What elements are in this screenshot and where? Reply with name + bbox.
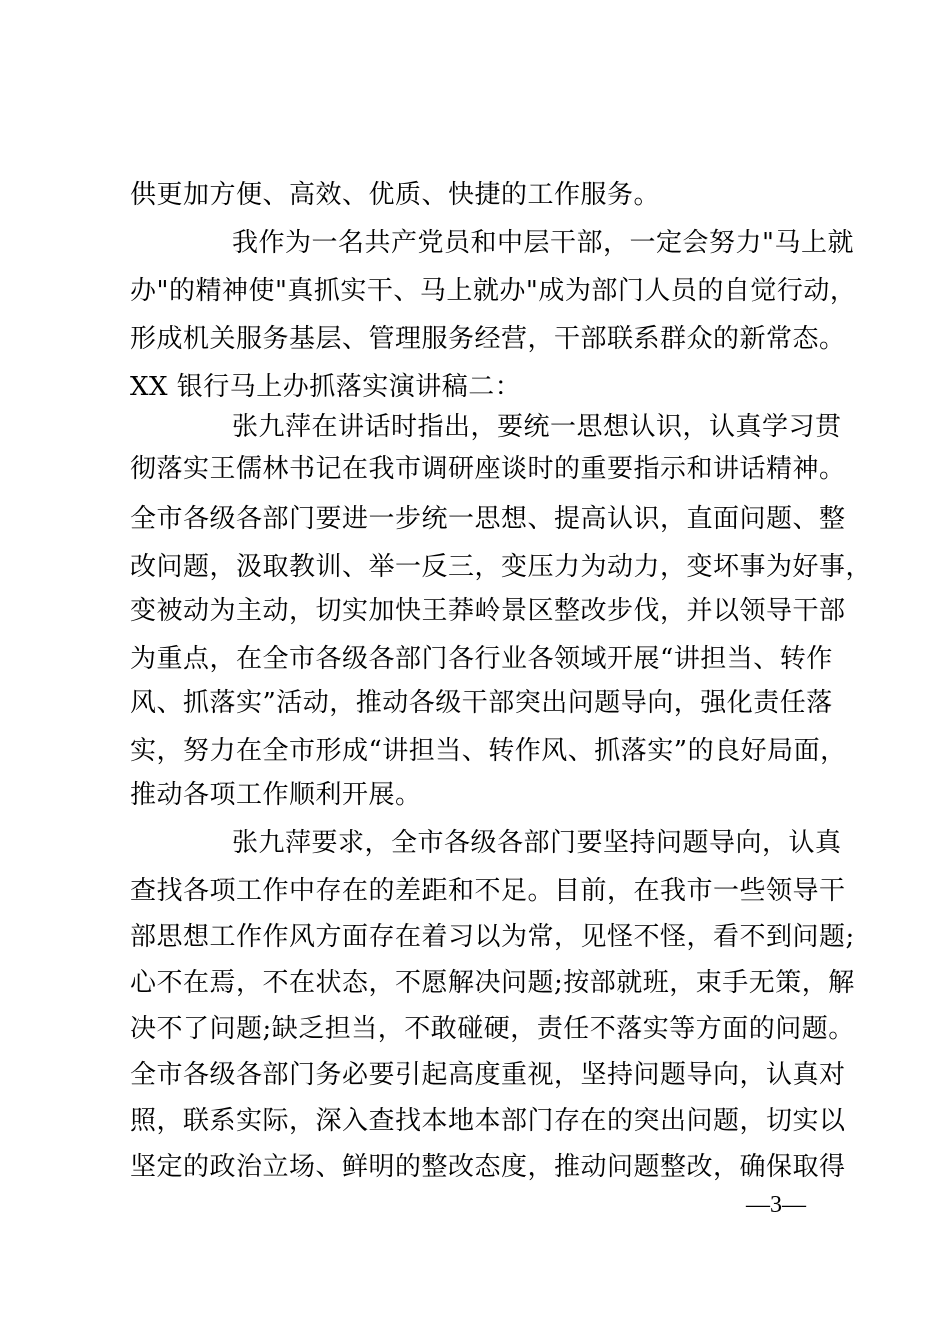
text-line: 部思想工作作风方面存在着习以为常，见怪不怪，看不到问题; — [130, 922, 855, 952]
text-line: 变被动为主动，切实加快王莽岭景区整改步伐，并以领导干部 — [130, 596, 846, 626]
paragraph-start-line: 张九萍要求，全市各级各部门要坚持问题导向，认真 — [232, 828, 842, 858]
paragraph-start-line: 我作为一名共产党员和中层干部，一定会努力"马上就 — [232, 228, 854, 258]
paragraph-start-line: 张九萍在讲话时指出，要统一思想认识，认真学习贯 — [232, 412, 842, 442]
text-line: 办"的精神使"真抓实干、马上就办"成为部门人员的自觉行动， — [130, 276, 857, 306]
text-line: 照，联系实际，深入查找本地本部门存在的突出问题，切实以 — [130, 1106, 846, 1136]
text-line: 供更加方便、高效、优质、快捷的工作服务。 — [130, 180, 661, 210]
text-line: 为重点，在全市各级各部门各行业各领域开展“讲担当、转作 — [130, 644, 833, 674]
text-line: 心不在焉，不在状态，不愿解决问题;按部就班，束手无策，解 — [130, 968, 855, 998]
text-line: 彻落实王儒林书记在我市调研座谈时的重要指示和讲话精神。 — [130, 454, 846, 484]
text-line: 坚定的政治立场、鲜明的整改态度，推动问题整改，确保取得 — [130, 1152, 846, 1182]
text-line: 全市各级各部门务必要引起高度重视，坚持问题导向，认真对 — [130, 1060, 846, 1090]
text-line: 改问题，汲取教训、举一反三，变压力为动力，变坏事为好事， — [130, 552, 873, 582]
text-line: 推动各项工作顺利开展。 — [130, 780, 422, 810]
text-line: 实，努力在全市形成“讲担当、转作风、抓落实”的良好局面， — [130, 736, 847, 766]
section-heading: XX 银行马上办抓落实演讲稿二： — [130, 372, 522, 402]
text-line: 全市各级各部门要进一步统一思想、提高认识，直面问题、整 — [130, 504, 846, 534]
text-line: 风、抓落实”活动，推动各级干部突出问题导向，强化责任落 — [130, 688, 833, 718]
page-number: —3— — [746, 1192, 806, 1218]
text-line: 查找各项工作中存在的差距和不足。目前，在我市一些领导干 — [130, 876, 846, 906]
text-line: 形成机关服务基层、管理服务经营，干部联系群众的新常态。 — [130, 324, 846, 354]
text-line: 决不了问题;缺乏担当，不敢碰硬，责任不落实等方面的问题。 — [130, 1014, 855, 1044]
